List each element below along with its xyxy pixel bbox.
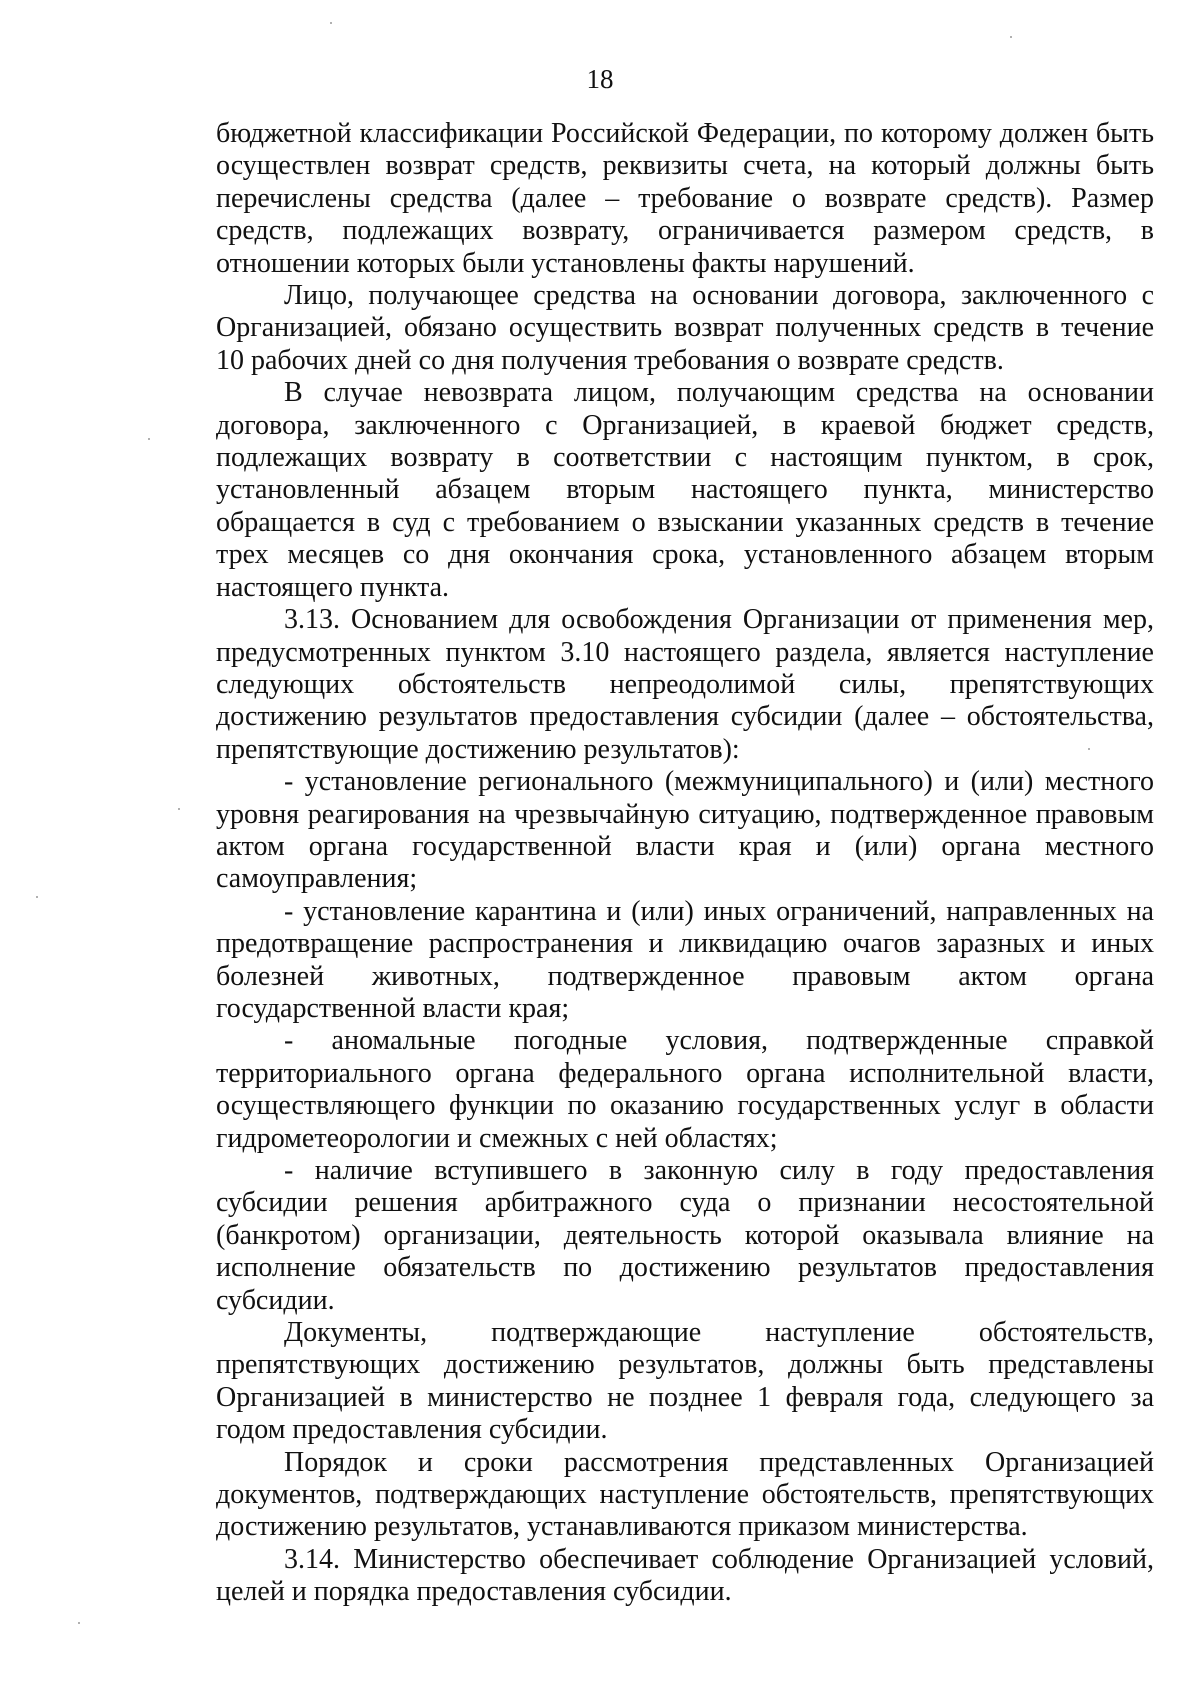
paragraph-non-refund-court: В случае невозврата лицом, получающим средства на основании договора, заключенного с Организацией, в краевой бюджет средств, подлежащих возврату в соответствии с настоящим пунктом, в срок, установленный абзацем вторым настоящего пункта, министерство обращается в суд с требованием о взыскании указанных средств в течение трех месяцев со дня окончания срока, установленного абзацем вторым настоящего пункта.: [216, 377, 1154, 603]
scan-speck: [148, 438, 150, 440]
scan-speck: [1010, 36, 1012, 38]
scan-speck: [330, 22, 332, 24]
scan-speck: [78, 1622, 80, 1624]
scan-speck: [36, 896, 38, 898]
list-item-bankruptcy: - наличие вступившего в законную силу в году предоставления субсидии решения арбитражного суда о признании несостоятельной (банкротом) организации, деятельность которой оказывала влияние на исполнение обязательств по достижению результатов предоставления субсидии.: [216, 1155, 1154, 1316]
list-item-quarantine: - установление карантина и (или) иных ограничений, направленных на предотвращение распространения и ликвидацию очагов заразных и иных болезней животных, подтвержденное правовым актом органа государственной власти края;: [216, 895, 1154, 1024]
paragraph-continuation: бюджетной классификации Российской Федерации, по которому должен быть осуществлен возврат средств, реквизиты счета, на который должны быть перечислены средства (далее – требование о возврате средств). Размер средств, подлежащих возврату, ограничивается размером средств, в отношении которых были установлены факты нарушений.: [216, 118, 1154, 279]
scan-speck: [178, 808, 180, 810]
page-number: 18: [586, 64, 614, 94]
list-item-weather: - аномальные погодные условия, подтвержденные справкой территориального органа федерального органа исполнительной власти, осуществляющего функции по оказанию государственных услуг в области гидрометеорологии и смежных с ней областях;: [216, 1025, 1154, 1154]
paragraph-3-13: 3.13. Основанием для освобождения Организации от применения мер, предусмотренных пунктом 3.10 настоящего раздела, является наступление следующих обстоятельств непреодолимой силы, препятствующих достижению результатов предоставления субсидии (далее – обстоятельства, препятствующие достижению результатов):: [216, 604, 1154, 765]
paragraph-3-14: 3.14. Министерство обеспечивает соблюдение Организацией условий, целей и порядка предоставления субсидии.: [216, 1543, 1154, 1608]
document-body: [216, 118, 1154, 1609]
paragraph-documents: Документы, подтверждающие наступление обстоятельств, препятствующих достижению результатов, должны быть представлены Организацией в министерство не позднее 1 февраля года, следующего за годом предоставления субсидии.: [216, 1317, 1154, 1446]
list-item-emergency: - установление регионального (межмуниципального) и (или) местного уровня реагирования на чрезвычайную ситуацию, подтвержденное правовым актом органа государственной власти края и (или) органа местного самоуправления;: [216, 766, 1154, 895]
paragraph-review-procedure: Порядок и сроки рассмотрения представленных Организацией документов, подтверждающих наступление обстоятельств, препятствующих достижению результатов, устанавливаются приказом министерства.: [216, 1446, 1154, 1543]
paragraph-refund-obligation: Лицо, получающее средства на основании договора, заключенного с Организацией, обязано осуществить возврат полученных средств в течение 10 рабочих дней со дня получения требования о возврате средств.: [216, 280, 1154, 376]
